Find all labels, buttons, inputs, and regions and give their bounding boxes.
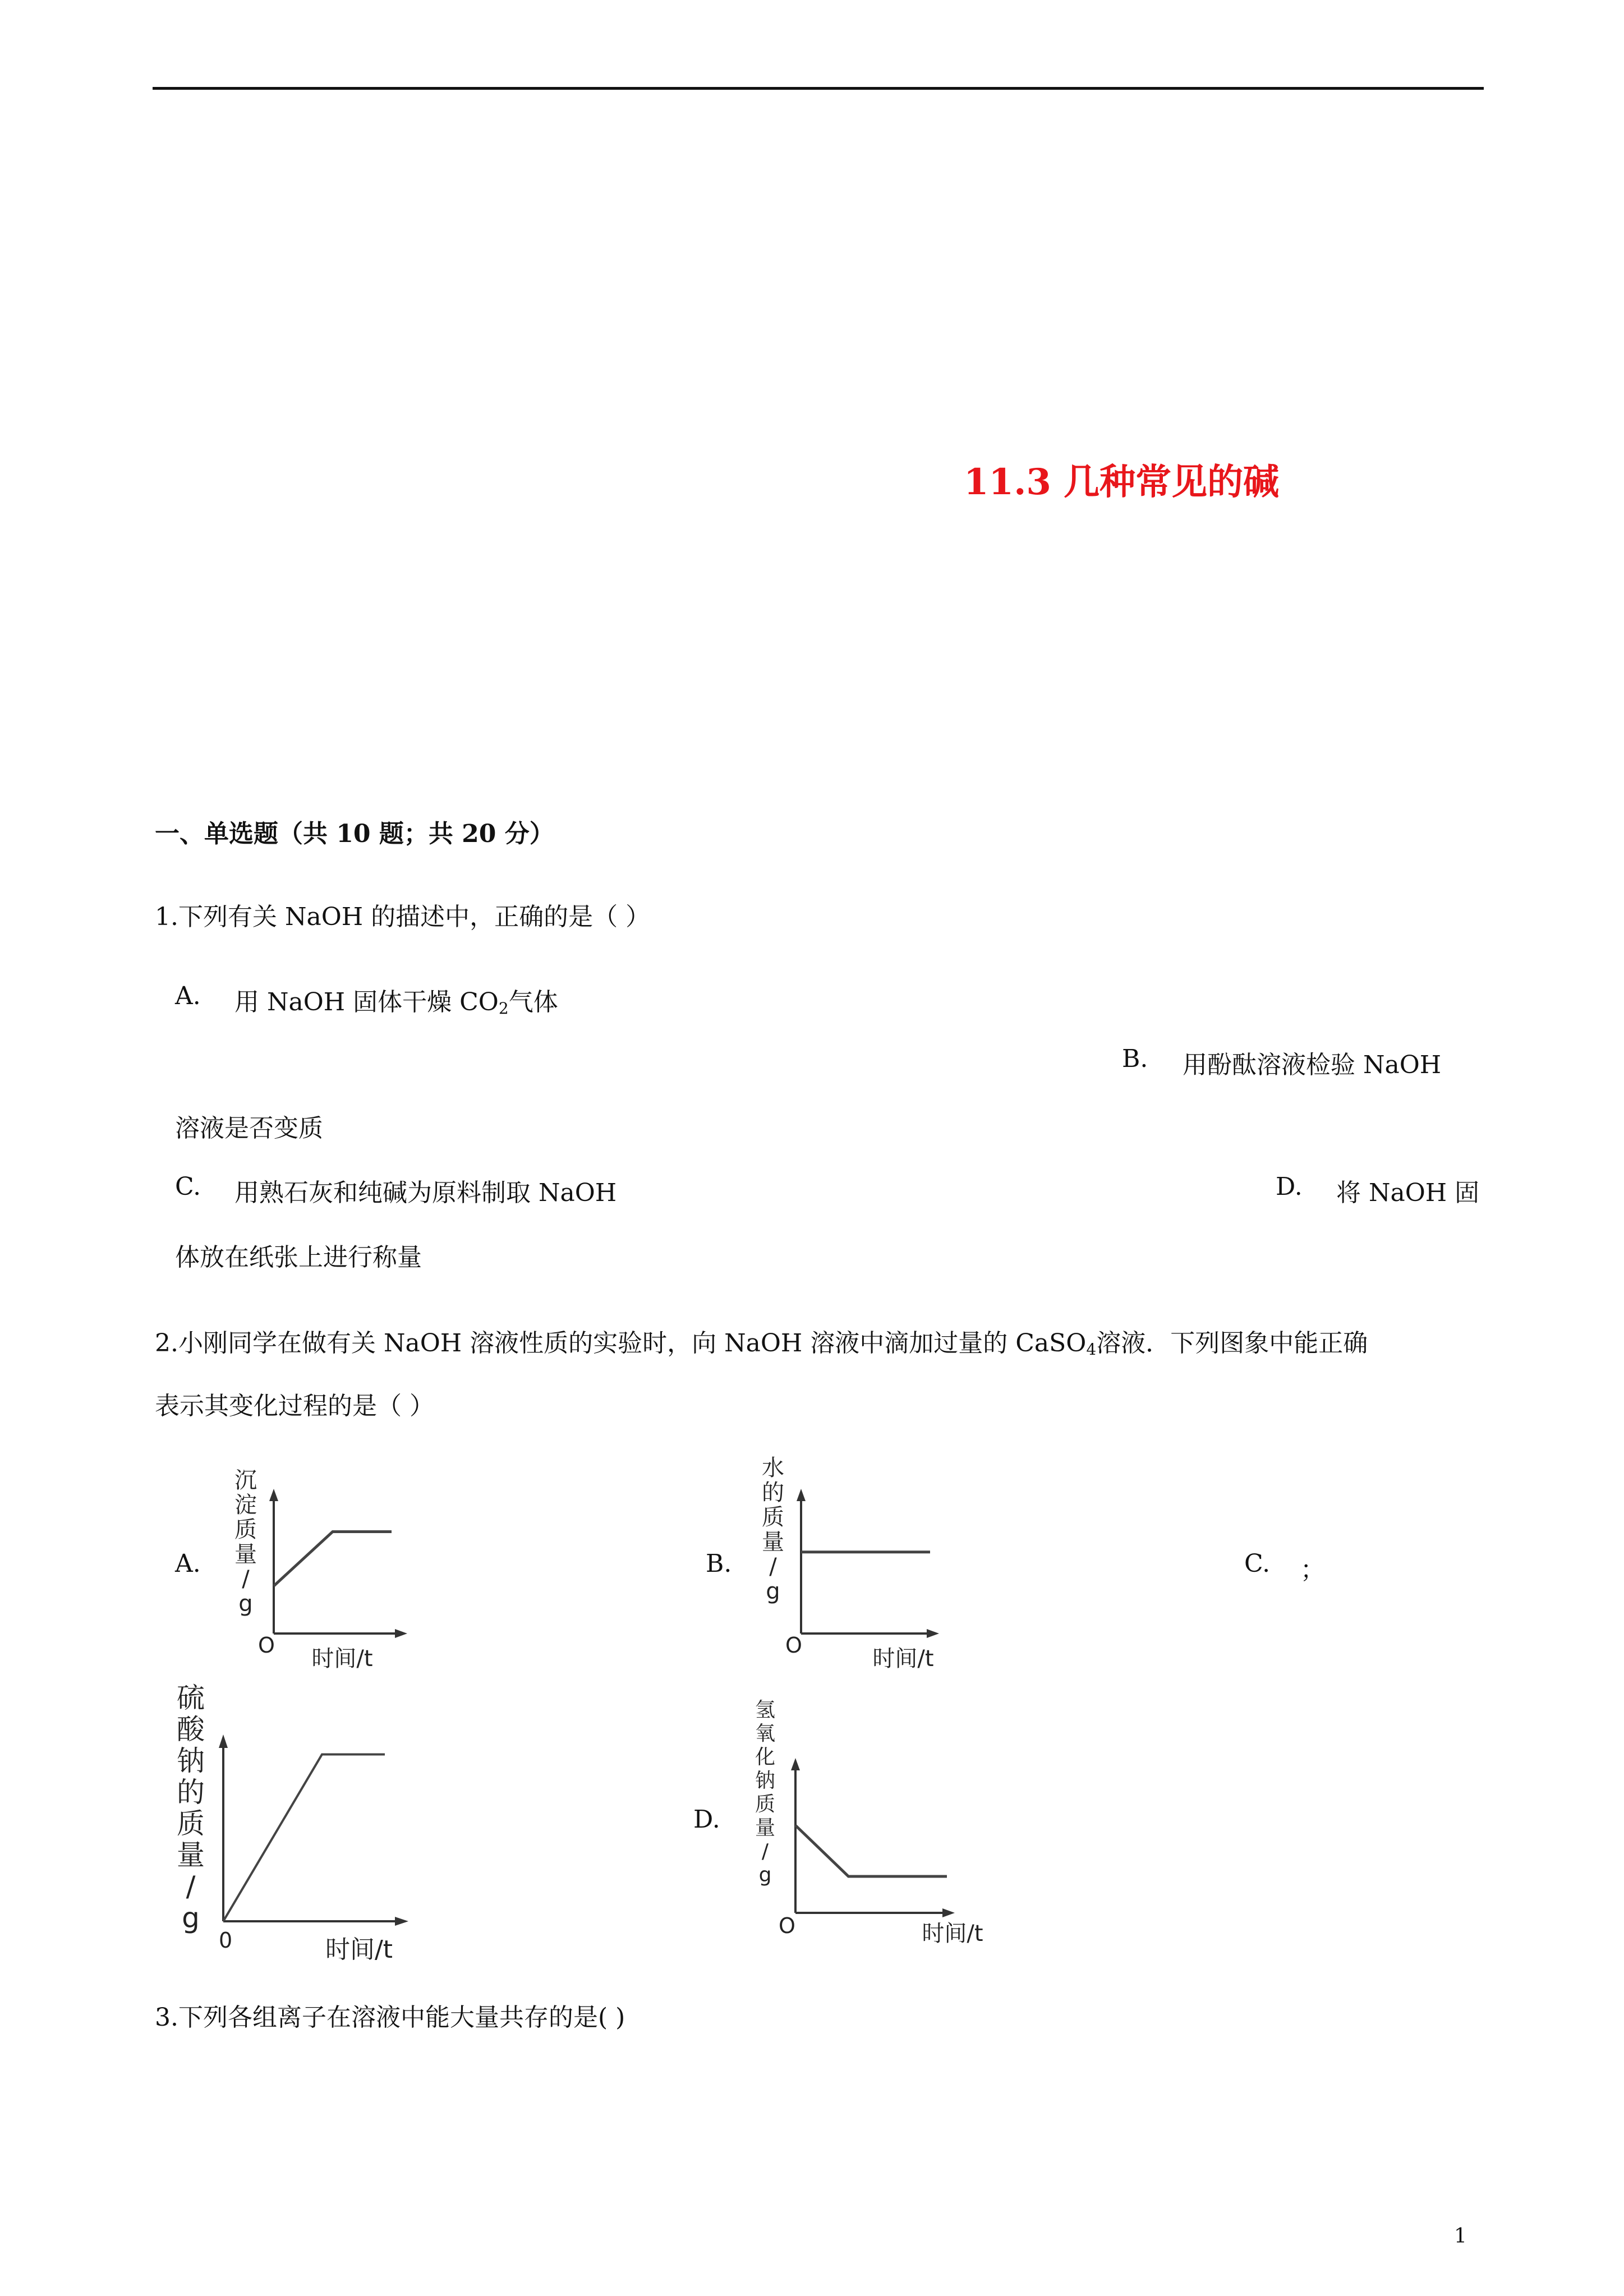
chart-d-x-arrow [942, 1908, 955, 1917]
chart-b-ylabel-char: 质 [762, 1504, 784, 1530]
chart-b-xlabel: 时间/t [872, 1646, 934, 1672]
chart-c-ylabel-char: 的 [177, 1776, 205, 1809]
section-heading: 一、单选题（共 10 题；共 20 分） [155, 820, 554, 848]
chart-c-ylabel-char: g [182, 1902, 200, 1934]
chart-a-ylabel-char: 质 [234, 1517, 257, 1543]
chart-option-a [224, 1453, 449, 1677]
chart-a-ylabel-char: 量 [234, 1542, 257, 1567]
q1-option-c-label: C. [175, 1172, 201, 1201]
chart-c-ylabel-char: 量 [177, 1839, 205, 1871]
q1-option-a-text: 用 NaOH 固体干燥 $CO_2$气体 [234, 988, 558, 1018]
chart-c-ylabel-char: 钠 [177, 1745, 205, 1777]
chart-a-series-line [274, 1532, 392, 1586]
q3-stem: 3.下列各组离子在溶液中能大量共存的是( ) [155, 2003, 625, 2032]
q1-option-c-text: 用熟石灰和纯碱为原料制取 NaOH [234, 1179, 617, 1207]
page-number: 1 [1454, 2225, 1467, 2248]
chart-a-x-arrow [395, 1629, 407, 1638]
chart-a-origin-label: O [258, 1633, 275, 1658]
chart-c-origin-label: 0 [219, 1928, 233, 1953]
q1-option-b-text-line1: 用酚酞溶液检验 NaOH [1183, 1051, 1442, 1079]
chart-d-ylabel-char: 氢 [755, 1699, 776, 1722]
chart-d-origin-label: O [779, 1913, 795, 1938]
chart-a-y-arrow [269, 1489, 278, 1501]
chart-d-ylabel-char: 化 [755, 1746, 776, 1769]
chart-d-ylabel [755, 1699, 775, 1887]
header-rule [153, 87, 1484, 90]
q1-option-b-label: B. [1122, 1045, 1148, 1073]
chart-d-ylabel-char: 量 [755, 1816, 776, 1839]
chart-c-ylabel-char: 硫 [177, 1683, 205, 1714]
chart-b-ylabel-char: 量 [762, 1529, 784, 1555]
chart-c-ylabel-char: 质 [177, 1807, 205, 1840]
chart-a-ylabel-char: / [242, 1566, 250, 1592]
q2-stem-line1: 2.小刚同学在做有关 NaOH 溶液性质的实验时，向 NaOH 溶液中滴加过量的 CaSO$_4$溶液．下列图象中能正确 [155, 1329, 1368, 1359]
q1-option-a-label: A. [175, 982, 201, 1010]
chart-b-ylabel-char: / [769, 1554, 777, 1580]
q2-option-a-label: A. [175, 1549, 201, 1578]
chart-a-ylabel-char: 沉 [234, 1467, 257, 1493]
chart-c-x-arrow [395, 1917, 408, 1926]
chart-d-ylabel-char: 质 [755, 1793, 776, 1816]
chart-b-x-arrow [927, 1629, 939, 1638]
chart-b-ylabel-char: 的 [762, 1480, 784, 1506]
chart-b-ylabel-char: g [766, 1579, 780, 1604]
chart-d-series-line [795, 1825, 947, 1876]
q2-option-c-separator: ； [1300, 1556, 1325, 1584]
chart-c-y-arrow [219, 1734, 228, 1748]
q1-option-d-label: D. [1276, 1172, 1303, 1201]
chart-c-ylabel-char: 酸 [177, 1713, 205, 1746]
q2-stem-line2: 表示其变化过程的是（ ） [155, 1392, 434, 1420]
q2-option-d-label: D. [693, 1805, 720, 1834]
chart-b-origin-label: O [785, 1633, 802, 1658]
q1-option-d-text-line1: 将 NaOH 固 [1336, 1179, 1480, 1207]
page-title: 11.3 几种常见的碱 [964, 461, 1280, 503]
chart-d-xlabel: 时间/t [922, 1921, 983, 1947]
chart-c-xlabel: 时间/t [325, 1935, 393, 1964]
chart-a-ylabel-char: g [238, 1591, 253, 1617]
chart-d-ylabel-char: 钠 [755, 1769, 776, 1792]
q1-stem: 1.下列有关 NaOH 的描述中，正确的是（ ） [155, 903, 651, 931]
q1-option-b-text-line2: 溶液是否变质 [175, 1114, 323, 1143]
chart-d-ylabel-char: g [758, 1864, 772, 1887]
chart-d-y-arrow [791, 1758, 800, 1770]
chart-d-ylabel-char: 氧 [755, 1722, 776, 1745]
chart-b-ylabel [762, 1455, 784, 1604]
chart-option-d [746, 1683, 1015, 1952]
q2-option-c-label: C. [1244, 1549, 1271, 1578]
chart-a-xlabel: 时间/t [311, 1646, 373, 1672]
q1-option-d-text-line2: 体放在纸张上进行称量 [175, 1243, 422, 1272]
chart-b-y-arrow [797, 1489, 806, 1501]
chart-option-c [168, 1683, 438, 1975]
chart-c-ylabel [177, 1683, 205, 1934]
chart-c-ylabel-char: / [186, 1870, 196, 1903]
chart-c-series-line [223, 1755, 385, 1922]
q2-option-b-label: B. [706, 1549, 732, 1578]
chart-d-ylabel-char: / [761, 1840, 769, 1863]
chart-a-ylabel-char: 淀 [234, 1492, 257, 1518]
chart-option-b [752, 1453, 987, 1677]
chart-a-ylabel [234, 1467, 257, 1617]
chart-b-ylabel-char: 水 [762, 1455, 784, 1481]
